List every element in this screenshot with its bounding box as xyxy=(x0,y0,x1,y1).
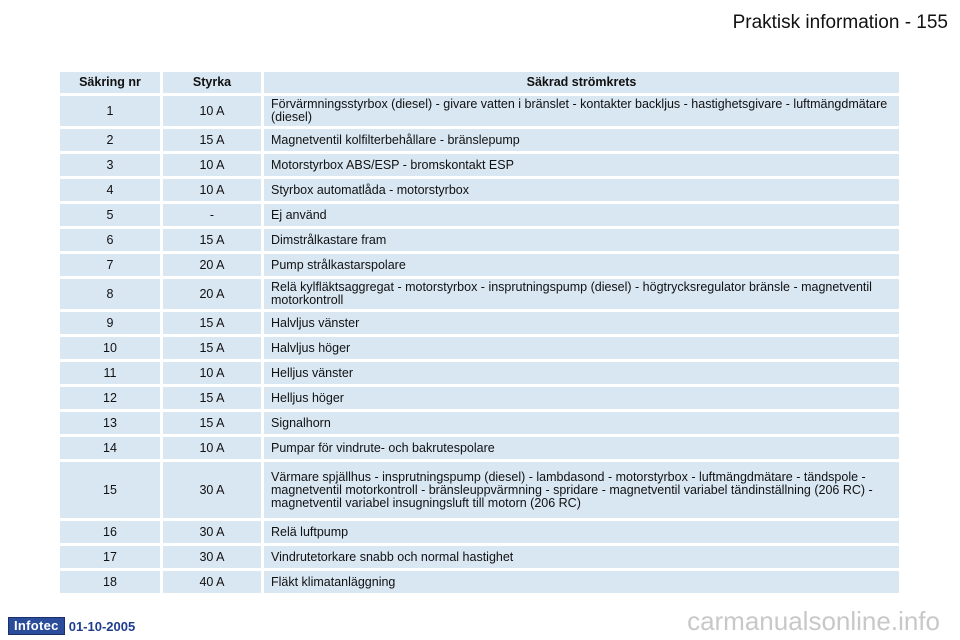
fuse-number: 5 xyxy=(60,204,160,226)
fuse-circuit: Vindrutetorkare snabb och normal hastighet xyxy=(264,546,899,568)
fuse-rating: 10 A xyxy=(163,179,261,201)
table-row xyxy=(60,571,899,593)
fuse-circuit: Pump strålkastarspolare xyxy=(264,254,899,276)
fuse-rating: 30 A xyxy=(163,521,261,543)
column-header-krets: Säkrad strömkrets xyxy=(264,72,899,93)
fuse-number: 17 xyxy=(60,546,160,568)
fuse-number: 13 xyxy=(60,412,160,434)
column-header-styrka: Styrka xyxy=(163,72,261,93)
table-row xyxy=(60,129,899,151)
fuse-number: 8 xyxy=(60,279,160,309)
infotec-logo: Infotec xyxy=(8,617,65,635)
table-row xyxy=(60,546,899,568)
table-row xyxy=(60,312,899,334)
fuse-rating: 10 A xyxy=(163,437,261,459)
fuse-rating: 15 A xyxy=(163,387,261,409)
column-header-nr: Säkring nr xyxy=(60,72,160,93)
fuse-rating: 10 A xyxy=(163,96,261,126)
fuse-circuit: Relä luftpump xyxy=(264,521,899,543)
fuse-number: 15 xyxy=(60,462,160,518)
table-row xyxy=(60,229,899,251)
fuse-circuit: Dimstrålkastare fram xyxy=(264,229,899,251)
fuse-circuit: Ej använd xyxy=(264,204,899,226)
fuse-number: 10 xyxy=(60,337,160,359)
fuse-circuit: Pumpar för vindrute- och bakrutespolare xyxy=(264,437,899,459)
table-row xyxy=(60,154,899,176)
fuse-number: 6 xyxy=(60,229,160,251)
table-header-row xyxy=(60,72,899,93)
watermark: carmanualsonline.info xyxy=(687,606,940,636)
table-row xyxy=(60,96,899,126)
fuse-number: 4 xyxy=(60,179,160,201)
table-row xyxy=(60,362,899,384)
fuse-number: 16 xyxy=(60,521,160,543)
fuse-number: 1 xyxy=(60,96,160,126)
fuse-circuit: Styrbox automatlåda - motorstyrbox xyxy=(264,179,899,201)
table-row xyxy=(60,462,899,518)
fuse-circuit: Halvljus höger xyxy=(264,337,899,359)
fuse-rating: 30 A xyxy=(163,546,261,568)
fuse-circuit: Motorstyrbox ABS/ESP - bromskontakt ESP xyxy=(264,154,899,176)
fuse-circuit: Signalhorn xyxy=(264,412,899,434)
fuse-number: 14 xyxy=(60,437,160,459)
table-row xyxy=(60,387,899,409)
fuse-circuit: Värmare spjällhus - insprutningspump (diesel) - lambdasond - motorstyrbox - luftmängdmätare - tändspole - magnetventil motorkontroll - bränsleuppvärmning - spridare - magnetventil variabel tändinställning (206 RC) - magnetventil variabel insugningsluft till motorn (206 RC) xyxy=(264,462,899,518)
fuse-rating: 20 A xyxy=(163,254,261,276)
footer-date: 01-10-2005 xyxy=(68,618,136,634)
fuse-circuit: Fläkt klimatanläggning xyxy=(264,571,899,593)
fuse-rating: 15 A xyxy=(163,412,261,434)
table-row xyxy=(60,412,899,434)
fuse-circuit: Relä kylfläktsaggregat - motorstyrbox - insprutningspump (diesel) - högtrycksregulator bränsle - magnetventil motorkontroll xyxy=(264,279,899,309)
table-row xyxy=(60,337,899,359)
fuse-circuit: Helljus höger xyxy=(264,387,899,409)
fuse-rating: 40 A xyxy=(163,571,261,593)
fuse-rating: 15 A xyxy=(163,337,261,359)
table-row xyxy=(60,279,899,309)
fuse-circuit: Halvljus vänster xyxy=(264,312,899,334)
fuse-rating: 15 A xyxy=(163,312,261,334)
fuse-circuit: Helljus vänster xyxy=(264,362,899,384)
footer xyxy=(8,618,135,634)
fuse-circuit: Magnetventil kolfilterbehållare - bränslepump xyxy=(264,129,899,151)
fuse-number: 18 xyxy=(60,571,160,593)
fuse-rating: 20 A xyxy=(163,279,261,309)
fuse-number: 9 xyxy=(60,312,160,334)
fuse-number: 2 xyxy=(60,129,160,151)
fuse-circuit: Förvärmningsstyrbox (diesel) - givare vatten i bränslet - kontakter backljus - hastighetsgivare - luftmängdmätare (diesel) xyxy=(264,96,899,126)
table-row xyxy=(60,521,899,543)
page-title: Praktisk information - 155 xyxy=(732,12,948,33)
fuse-number: 7 xyxy=(60,254,160,276)
table-row xyxy=(60,179,899,201)
fuse-table xyxy=(57,69,902,596)
fuse-number: 12 xyxy=(60,387,160,409)
table-row xyxy=(60,204,899,226)
fuse-rating: 10 A xyxy=(163,362,261,384)
fuse-rating: 15 A xyxy=(163,129,261,151)
table-row xyxy=(60,437,899,459)
fuse-rating: 15 A xyxy=(163,229,261,251)
fuse-number: 11 xyxy=(60,362,160,384)
fuse-number: 3 xyxy=(60,154,160,176)
fuse-rating: - xyxy=(163,204,261,226)
fuse-rating: 30 A xyxy=(163,462,261,518)
table-row xyxy=(60,254,899,276)
fuse-rating: 10 A xyxy=(163,154,261,176)
